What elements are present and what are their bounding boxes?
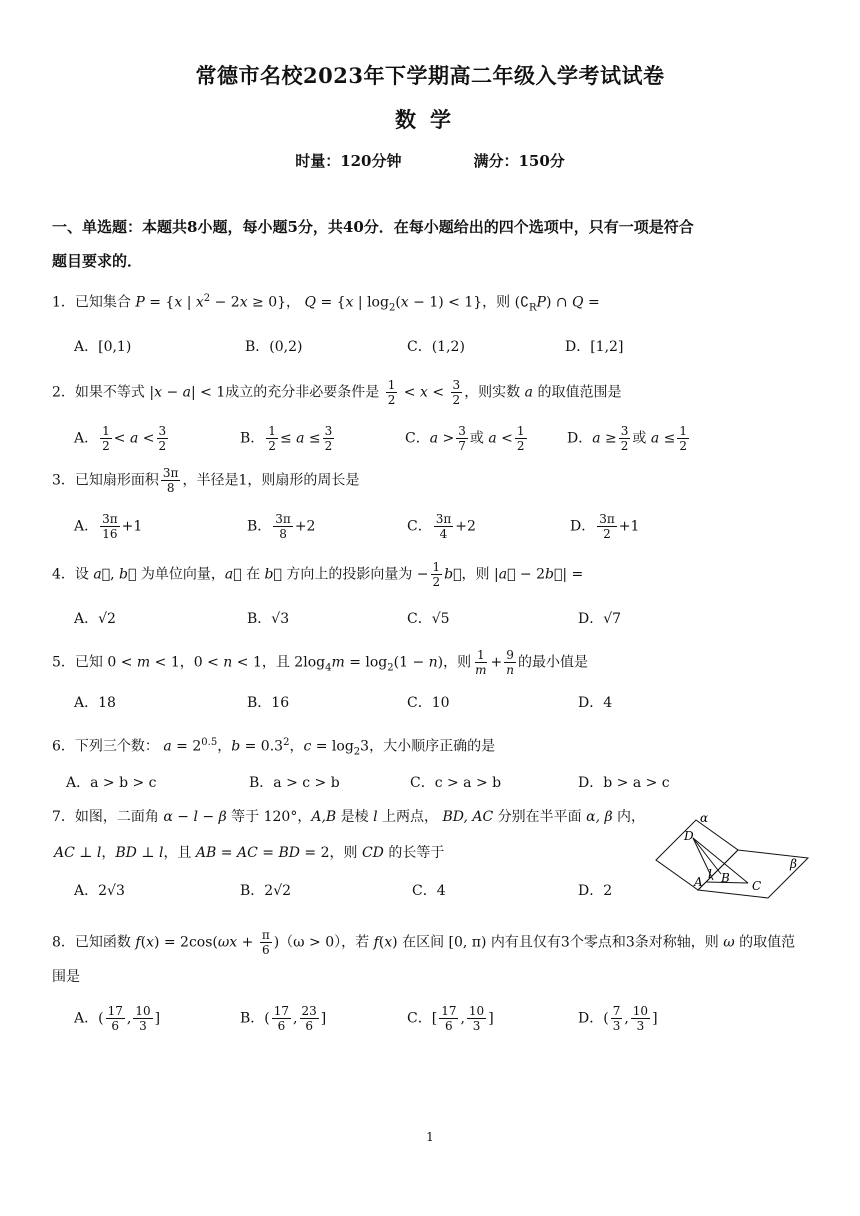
- question-2-stem: 2．如果不等式 |x − a| < 1成立的充分非必要条件是 $\frac{1}{2}$ < x < $\frac{3}{2}$ ，则实数 a 的取值范围是: [52, 378, 622, 407]
- subject-title: 数学: [395, 107, 465, 132]
- q1-option-c[interactable]: C．(1,2): [407, 339, 465, 355]
- label-B: B: [721, 871, 730, 885]
- q1-option-b[interactable]: B．(0,2): [245, 339, 303, 355]
- label-D: D: [684, 829, 694, 843]
- question-1-stem: 1．已知集合 P = {x | $x^2 - 2x \ge 0$}， Q = {x | $\log_2(x - 1) < 1$}，则 $(∁_RP)$ ∩ Q =: [52, 293, 600, 314]
- q3-option-c[interactable]: C． $\frac{3\pi}{4}$ +2: [407, 512, 476, 541]
- q8-option-a[interactable]: A．( $\frac{17}{6}$ , $\frac{10}{3}$ ]: [74, 1004, 161, 1033]
- q8-option-c[interactable]: C．[ $\frac{17}{6}$ , $\frac{10}{3}$ ]: [407, 1004, 494, 1033]
- q4-option-a[interactable]: A．√2: [74, 611, 116, 627]
- q2-option-b[interactable]: B． $\frac{1}{2}$ ≤ a ≤ $\frac{3}{2}$: [240, 424, 333, 453]
- question-8-stem-line2: 围是: [52, 969, 80, 985]
- section-heading: [52, 210, 812, 278]
- q6-option-b[interactable]: B．a > c > b: [249, 775, 340, 791]
- label-l: l: [708, 867, 712, 881]
- q3-option-b[interactable]: B． $\frac{3\pi}{8}$ +2: [247, 512, 316, 541]
- question-7-stem-line1: 7．如图，二面角 α − l − β 等于 120°，A,B 是棱 l 上两点， BD, AC 分别在半平面 α, β 内，: [52, 809, 646, 825]
- question-4-stem: 4．设 a⃗, b⃗ 为单位向量，a⃗ 在 b⃗ 方向上的投影向量为 − $\frac{1}{2}$ b⃗，则 |a⃗ − 2b⃗| =: [52, 560, 584, 589]
- q6-option-d[interactable]: D．b > a > c: [578, 775, 670, 791]
- q7-option-c[interactable]: C．4: [412, 883, 446, 899]
- q4-option-b[interactable]: B．√3: [247, 611, 290, 627]
- q5-option-a[interactable]: A．18: [74, 695, 116, 711]
- exam-meta: [0, 150, 860, 171]
- label-beta: β: [790, 857, 797, 871]
- q2-option-d[interactable]: D．a ≥ $\frac{3}{2}$ 或 a ≤ $\frac{1}{2}$: [567, 424, 688, 453]
- question-5-stem: 5．已知 0 < m < 1，0 < n < 1，且 $2\log_4m = \log_2(1 - n)$，则 $\frac{1}{m}$ + $\frac{9}{n}$ 的最小值是: [52, 648, 588, 677]
- exam-title: 常德市名校2023年下学期高二年级入学考试试卷: [195, 63, 665, 88]
- question-3-stem: 3．已知扇形面积 $\frac{3\pi}{8}$ ，半径是1，则扇形的周长是: [52, 466, 360, 495]
- q3-option-d[interactable]: D． $\frac{3\pi}{2}$ +1: [570, 512, 640, 541]
- page-number: 1: [426, 1130, 434, 1144]
- q4-option-c[interactable]: C．√5: [407, 611, 450, 627]
- q5-option-c[interactable]: C．10: [407, 695, 450, 711]
- q4-option-d[interactable]: D．√7: [578, 611, 622, 627]
- q8-option-d[interactable]: D．( $\frac{7}{3}$ , $\frac{10}{3}$ ]: [578, 1004, 658, 1033]
- section-heading-line2: 题目要求的．: [52, 252, 143, 270]
- q2-option-a[interactable]: A． $\frac{1}{2}$ < a < $\frac{3}{2}$: [74, 424, 167, 453]
- q7-option-d[interactable]: D．2: [578, 883, 613, 899]
- q5-option-b[interactable]: B．16: [247, 695, 290, 711]
- question-8-stem-line1: 8．已知函数 f(x) = 2cos(ωx + $\frac{\pi}{6}$ )（ω > 0），若 f(x) 在区间 [0, π) 内有且仅有3个零点和3条对称轴，则 ω 的取值范: [52, 928, 796, 957]
- q3-option-a[interactable]: A． $\frac{3\pi}{16}$ +1: [74, 512, 143, 541]
- question-7-stem-line2: AC ⊥ l，BD ⊥ l，且 AB = AC = BD = 2，则 CD 的长等于: [54, 845, 445, 861]
- q1-option-d[interactable]: D．[1,2]: [565, 339, 624, 355]
- q1-option-a[interactable]: A．[0,1): [74, 339, 132, 355]
- q2-option-c[interactable]: C．a > $\frac{3}{7}$ 或 a < $\frac{1}{2}$: [405, 424, 525, 453]
- q5-option-d[interactable]: D．4: [578, 695, 613, 711]
- section-heading-line1: 一、单选题：本题共8小题，每小题5分，共40分．在每小题给出的四个选项中，只有一项是符合: [52, 218, 694, 236]
- question-6-stem: 6．下列三个数： $a = 2^{0.5}$，$b = 0.3^2$，$c = \log_23$，大小顺序正确的是: [52, 737, 496, 758]
- q6-option-a[interactable]: A．a > b > c: [66, 775, 157, 791]
- time-limit: 时量：120分钟: [295, 152, 402, 170]
- q7-option-b[interactable]: B．2√2: [240, 883, 292, 899]
- q6-option-c[interactable]: C．c > a > b: [410, 775, 502, 791]
- q8-option-b[interactable]: B．( $\frac{17}{6}$ , $\frac{23}{6}$ ]: [240, 1004, 327, 1033]
- label-A: A: [694, 875, 703, 889]
- full-score: 满分：150分: [473, 152, 565, 170]
- dihedral-angle-figure: [648, 810, 813, 905]
- label-C: C: [752, 879, 762, 893]
- q7-option-a[interactable]: A．2√3: [74, 883, 125, 899]
- label-alpha: α: [700, 811, 709, 825]
